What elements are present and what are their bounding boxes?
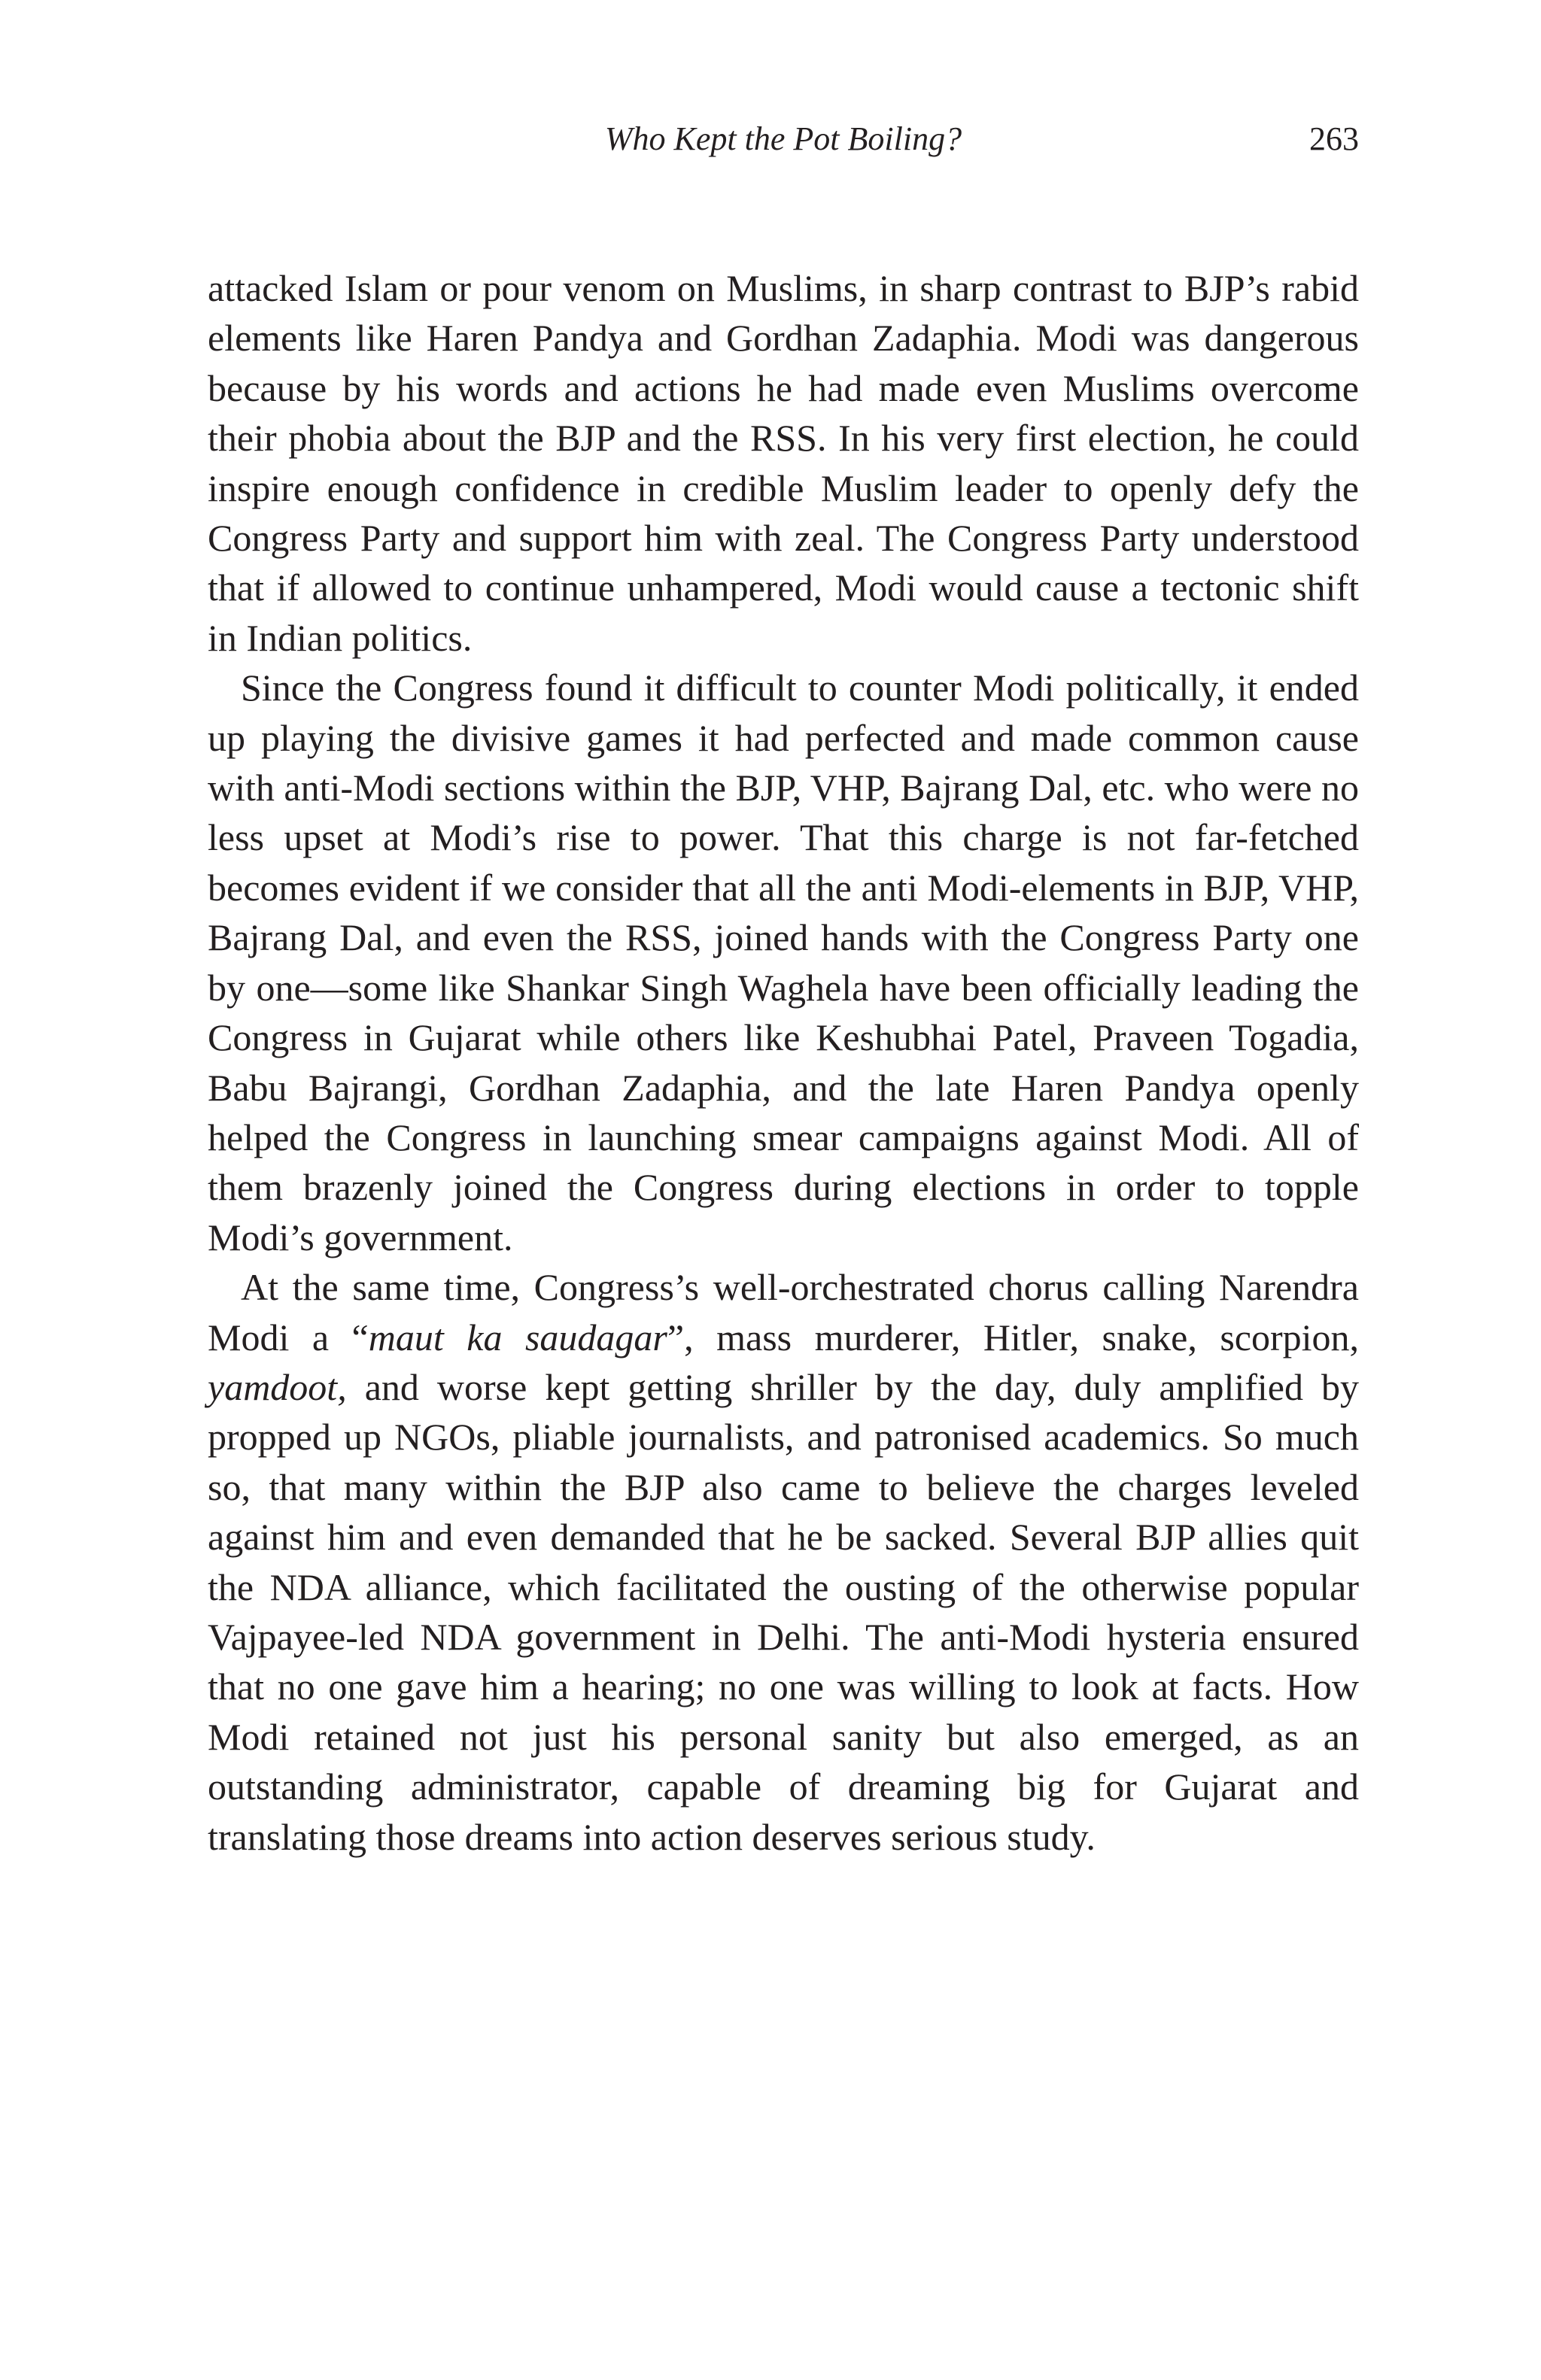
italic-word-yamdoot: yamdoot, <box>208 1365 347 1408</box>
running-head <box>208 113 1359 165</box>
paragraph-3-text-3: and worse kept getting shriller by the day, duly amplified by propped up NGOs, pliable journalists, and patronised academics. So much so, that many within the BJP also came to believe the charges leveled against him and even demanded that he be sacked. Several BJP allies quit the NDA alliance, which facilitated the ousting of the otherwise popular Vajpayee-led NDA government in Delhi. The anti-Modi hysteria ensured that no one gave him a hearing; no one was willing to look at facts. How Modi retained not just his personal sanity but also emerged, as an outstanding administrator, capable of dreaming big for Gujarat and translating those dreams into action deserves serious study. <box>208 1365 1359 1858</box>
body-text <box>208 263 1359 1862</box>
page-number: 263 <box>1309 120 1359 157</box>
paragraph-3 <box>208 1262 1359 1862</box>
paragraph-3-text-1: At the same time, Congress’s well-orchestrated chorus calling Narendra Modi a “ <box>208 1266 1359 1358</box>
running-title: Who Kept the Pot Boiling? <box>604 120 962 157</box>
paragraph-2: Since the Congress found it difficult to counter Modi politically, it ended up playing the divisive games it had perfected and made common cause with anti-Modi sections within the BJP, VHP, Bajrang Dal, etc. who were no less upset at Modi’s rise to power. That this charge is not far-fetched becomes evident if we consider that all the anti Modi-elements in BJP, VHP, Bajrang Dal, and even the RSS, joined hands with the Congress Party one by one—some like Shankar Singh Waghela have been officially leading the Congress in Gujarat while others like Keshubhai Patel, Praveen Togadia, Babu Bajrangi, Gordhan Zadaphia, and the late Haren Pandya openly helped the Congress in launching smear campaigns against Modi. All of them brazenly joined the Congress during elections in order to topple Modi’s government. <box>208 666 1359 1258</box>
paragraph-3-text-2: ”, mass murderer, Hitler, snake, scorpion, <box>667 1316 1360 1358</box>
paragraph-1: attacked Islam or pour venom on Muslims, in sharp contrast to BJP’s rabid elements like Haren Pandya and Gordhan Zadaphia. Modi was dangerous because by his words and actions he had made even Muslims overcome their phobia about the BJP and the RSS. In his very first election, he could inspire enough confidence in credible Muslim leader to openly defy the Congress Party and support him with zeal. The Congress Party understood that if allowed to continue unhampered, Modi would cause a tectonic shift in Indian politics. <box>208 267 1359 659</box>
italic-phrase-maut-ka-saudagar: maut ka saudagar <box>368 1316 667 1358</box>
